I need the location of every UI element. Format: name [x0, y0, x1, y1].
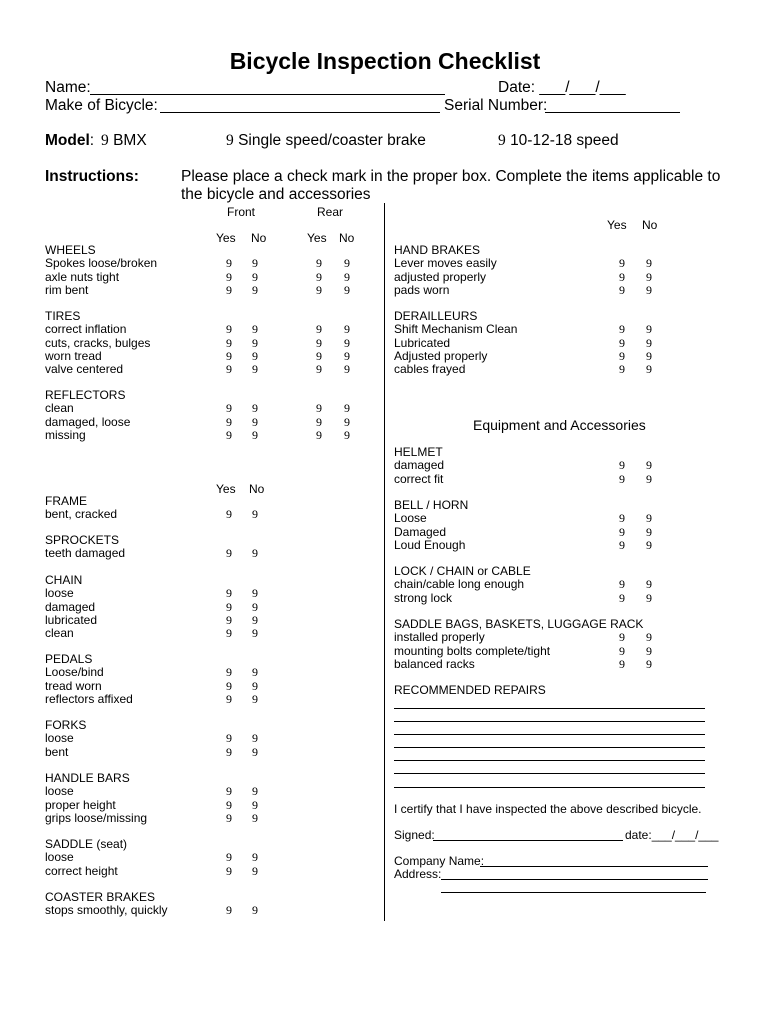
- checkbox-icon[interactable]: 9: [252, 850, 258, 865]
- checkbox-icon[interactable]: 9: [619, 630, 625, 645]
- checklist-item: [45, 348, 350, 363]
- checkbox-icon[interactable]: 9: [226, 744, 232, 759]
- checklist-item: [45, 691, 258, 706]
- item-label: chain/cable long enough: [394, 577, 525, 592]
- item-label: grips loose/missing: [45, 810, 148, 825]
- checkbox-icon[interactable]: 9: [252, 678, 258, 693]
- checkbox-icon[interactable]: 9: [252, 256, 258, 271]
- item-label: bent, cracked: [45, 507, 118, 522]
- checkbox-icon[interactable]: 9: [226, 850, 232, 865]
- checklist-item: [45, 256, 350, 271]
- checkbox-icon[interactable]: 9: [252, 810, 258, 825]
- header-no: No: [642, 218, 658, 232]
- checkbox-icon[interactable]: 9: [619, 282, 625, 297]
- checkbox-icon[interactable]: 9: [646, 256, 652, 271]
- repair-line[interactable]: [394, 787, 705, 788]
- header-front: Front: [227, 205, 256, 219]
- checkbox-icon[interactable]: 9: [252, 797, 258, 812]
- name-line: [90, 94, 445, 95]
- model-option-single-speed[interactable]: [226, 132, 426, 150]
- checklist-section: [45, 309, 350, 377]
- item-label: loose: [45, 784, 74, 799]
- checkbox-icon[interactable]: 9: [226, 256, 232, 271]
- item-label: worn tread: [45, 348, 102, 363]
- checklist-item: [394, 458, 652, 473]
- item-label: Adjusted properly: [394, 348, 488, 363]
- make-label: Make of Bicycle:: [45, 97, 158, 114]
- section-title: FORKS: [45, 718, 87, 732]
- checklist-section: [45, 388, 350, 442]
- checklist-section: [45, 243, 350, 297]
- company-label: Company Name:: [394, 854, 485, 868]
- checklist-item: [394, 282, 652, 297]
- checklist-section: [394, 309, 652, 377]
- checkbox-icon[interactable]: 9: [344, 269, 350, 284]
- checkbox-icon[interactable]: 9: [646, 537, 652, 552]
- checkbox-icon[interactable]: 9: [226, 810, 232, 825]
- checklist-item: [45, 850, 258, 865]
- checklist-section: [45, 573, 258, 641]
- checklist-item: [394, 256, 652, 271]
- item-label: valve centered: [45, 362, 124, 377]
- checkbox-icon[interactable]: 9: [646, 643, 652, 658]
- checkbox-icon[interactable]: 9: [646, 511, 652, 526]
- item-label: correct fit: [394, 471, 444, 486]
- serial-line: [545, 112, 680, 113]
- checkbox-icon[interactable]: 9: [252, 586, 258, 601]
- checkbox-icon[interactable]: 9: [619, 269, 625, 284]
- checklist-item: [394, 348, 652, 363]
- checklist-section: [394, 564, 652, 605]
- checklist-item: [394, 590, 652, 605]
- checkbox-icon[interactable]: 9: [252, 784, 258, 799]
- checkbox-icon[interactable]: 9: [226, 586, 232, 601]
- checkbox-icon[interactable]: 9: [619, 590, 625, 605]
- checklist-section: [394, 445, 652, 486]
- checkbox-icon[interactable]: 9: [344, 414, 350, 429]
- section-title: PEDALS: [45, 652, 93, 666]
- item-label: Spokes loose/broken: [45, 256, 158, 271]
- company-line[interactable]: [480, 866, 708, 867]
- checklist-item: [45, 665, 258, 680]
- item-label: strong lock: [394, 590, 453, 605]
- item-label: Loose/bind: [45, 665, 104, 680]
- checklist-item: [394, 471, 652, 486]
- checkbox-icon[interactable]: 9: [226, 282, 232, 297]
- checklist-item: [45, 282, 350, 297]
- checkbox-icon[interactable]: 9: [252, 335, 258, 350]
- checklist-section: [394, 617, 652, 671]
- checklist-section: [45, 494, 258, 522]
- checkbox-icon[interactable]: 9: [252, 401, 258, 416]
- item-label: damaged: [45, 599, 96, 614]
- checkbox-icon[interactable]: 9: [316, 348, 322, 363]
- checkbox-icon[interactable]: 9: [646, 269, 652, 284]
- page-title: Bicycle Inspection Checklist: [229, 48, 541, 74]
- checklist-item: [45, 427, 350, 442]
- checkbox-icon[interactable]: 9: [619, 256, 625, 271]
- signature-date-field[interactable]: [625, 829, 718, 842]
- model-option-bmx[interactable]: [101, 132, 147, 150]
- checklist-item: [45, 810, 258, 825]
- item-label: clean: [45, 626, 74, 641]
- item-label: balanced racks: [394, 656, 475, 671]
- section-title: SPROCKETS: [45, 533, 120, 547]
- item-label: correct inflation: [45, 322, 127, 337]
- repair-line[interactable]: [394, 747, 705, 748]
- checklist-item: [394, 362, 652, 377]
- item-label: stops smoothly, quickly: [45, 903, 168, 918]
- checkbox-icon[interactable]: 9: [646, 471, 652, 486]
- column-divider: [384, 203, 385, 921]
- item-label: teeth damaged: [45, 546, 126, 561]
- model-option-label: 10-12-18 speed: [510, 132, 619, 149]
- item-label: loose: [45, 731, 74, 746]
- date-field[interactable]: [498, 79, 626, 97]
- checkbox-icon[interactable]: 9: [226, 863, 232, 878]
- checkbox-icon[interactable]: 9: [619, 458, 625, 473]
- checkbox-icon[interactable]: 9: [252, 731, 258, 746]
- item-label: Shift Mechanism Clean: [394, 322, 518, 337]
- checkbox-icon[interactable]: 9: [619, 656, 625, 671]
- checkbox-icon[interactable]: 9: [344, 401, 350, 416]
- checkbox-icon[interactable]: 9: [619, 511, 625, 526]
- checkbox-icon[interactable]: 9: [252, 691, 258, 706]
- checkbox-icon[interactable]: 9: [226, 401, 232, 416]
- item-label: lubricated: [45, 612, 98, 627]
- checklist-item: [394, 537, 652, 552]
- checkbox-icon[interactable]: 9: [619, 524, 625, 539]
- header-yes: Yes: [607, 218, 627, 232]
- checkbox-icon[interactable]: 9: [252, 744, 258, 759]
- checkbox-icon[interactable]: 9: [252, 348, 258, 363]
- item-label: Lever moves easily: [394, 256, 497, 271]
- checkbox-icon[interactable]: 9: [226, 348, 232, 363]
- make-line: [160, 112, 440, 113]
- checkbox-icon[interactable]: 9: [344, 282, 350, 297]
- checkbox-icon[interactable]: 9: [646, 630, 652, 645]
- checkbox-icon[interactable]: 9: [252, 665, 258, 680]
- checkbox-icon[interactable]: 9: [646, 348, 652, 363]
- item-label: clean: [45, 401, 74, 416]
- checklist-item: [394, 577, 652, 592]
- serial-label: Serial Number:: [444, 97, 548, 114]
- checkbox-icon[interactable]: 9: [252, 362, 258, 377]
- checklist-item: [45, 744, 258, 759]
- checklist-item: [45, 414, 350, 429]
- checklist-item: [394, 269, 652, 284]
- item-label: mounting bolts complete/tight: [394, 643, 551, 658]
- checkbox-icon[interactable]: 9: [344, 335, 350, 350]
- section-title: HANDLE BARS: [45, 771, 130, 785]
- checkbox-icon[interactable]: 9: [619, 362, 625, 377]
- checkbox-icon[interactable]: 9: [226, 626, 232, 641]
- checkbox-icon[interactable]: 9: [619, 348, 625, 363]
- header-rear: Rear: [317, 205, 344, 219]
- section-title: FRAME: [45, 494, 87, 508]
- checklist-item: [45, 269, 350, 284]
- checklist-item: [45, 507, 258, 522]
- header-no: No: [251, 231, 267, 245]
- checkbox-icon[interactable]: 9: [252, 269, 258, 284]
- checkbox-icon[interactable]: 9: [226, 335, 232, 350]
- checkbox-icon[interactable]: 9: [226, 362, 232, 377]
- checkbox-icon[interactable]: 9: [226, 731, 232, 746]
- checkbox-icon[interactable]: 9: [316, 401, 322, 416]
- checkbox-icon[interactable]: 9: [344, 256, 350, 271]
- checkbox-icon[interactable]: 9: [226, 678, 232, 693]
- section-title: WHEELS: [45, 243, 96, 257]
- address-label: Address:: [394, 867, 442, 881]
- item-label: reflectors affixed: [45, 691, 133, 706]
- checkbox-icon[interactable]: 9: [226, 507, 232, 522]
- checklist-section: [45, 771, 258, 825]
- checkbox-icon[interactable]: 9: [646, 458, 652, 473]
- checkbox-icon[interactable]: 9: [226, 269, 232, 284]
- instructions-line-2: the bicycle and accessories: [181, 186, 371, 203]
- date-blank: ___/___/___: [539, 79, 626, 96]
- checkbox-icon[interactable]: 9: [344, 362, 350, 377]
- serial-field[interactable]: [444, 97, 547, 115]
- checkbox-icon[interactable]: 9: [226, 599, 232, 614]
- section-title: TIRES: [45, 309, 81, 323]
- item-label: proper height: [45, 797, 116, 812]
- item-label: bent: [45, 744, 69, 759]
- checkbox-icon[interactable]: 9: [316, 335, 322, 350]
- checklist-item: [394, 524, 652, 539]
- section-title: CHAIN: [45, 573, 83, 587]
- item-label: damaged, loose: [45, 414, 131, 429]
- item-label: Damaged: [394, 524, 447, 539]
- checklist-section: [45, 652, 258, 706]
- checklist-item: [45, 599, 258, 614]
- checklist-item: [45, 401, 350, 416]
- checklist-item: [45, 335, 350, 350]
- checkbox-icon[interactable]: 9: [646, 656, 652, 671]
- instructions-line-1: Please place a check mark in the proper box. Complete the items applicable to: [181, 168, 721, 185]
- checklist-item: [45, 797, 258, 812]
- item-label: Loose: [394, 511, 427, 526]
- item-label: cables frayed: [394, 362, 466, 377]
- checkbox-icon[interactable]: 9: [101, 132, 109, 149]
- item-label: Lubricated: [394, 335, 451, 350]
- checkbox-icon[interactable]: 9: [646, 322, 652, 337]
- repair-line[interactable]: [394, 708, 705, 709]
- checklist-item: [45, 586, 258, 601]
- checklist-item: [394, 643, 652, 658]
- address-field[interactable]: [394, 868, 441, 881]
- section-title: HELMET: [394, 445, 443, 459]
- checkbox-icon[interactable]: 9: [226, 546, 232, 561]
- checkbox-icon[interactable]: 9: [646, 335, 652, 350]
- item-label: adjusted properly: [394, 269, 487, 284]
- checklist-section: [394, 498, 652, 552]
- checkbox-icon[interactable]: 9: [226, 132, 234, 149]
- checkbox-icon[interactable]: 9: [252, 322, 258, 337]
- item-label: Loud Enough: [394, 537, 466, 552]
- checklist-item: [394, 656, 652, 671]
- certify-statement: I certify that I have inspected the above described bicycle.: [394, 802, 702, 816]
- checkbox-icon[interactable]: 9: [252, 546, 258, 561]
- item-label: correct height: [45, 863, 118, 878]
- checkbox-icon[interactable]: 9: [226, 665, 232, 680]
- checkbox-icon[interactable]: 9: [316, 256, 322, 271]
- checklist-item: [394, 335, 652, 350]
- checkbox-icon[interactable]: 9: [619, 643, 625, 658]
- item-label: cuts, cracks, bulges: [45, 335, 151, 350]
- header-yes: Yes: [216, 482, 236, 496]
- item-label: damaged: [394, 458, 445, 473]
- checkbox-icon[interactable]: 9: [316, 282, 322, 297]
- checkbox-icon[interactable]: 9: [252, 626, 258, 641]
- checklist-item: [45, 322, 350, 337]
- checkbox-icon[interactable]: 9: [646, 282, 652, 297]
- section-title: BELL / HORN: [394, 498, 469, 512]
- checkbox-icon[interactable]: 9: [252, 863, 258, 878]
- checklist-item: [45, 731, 258, 746]
- name-field[interactable]: [45, 79, 91, 97]
- checklist-section: [394, 243, 652, 297]
- checkbox-icon[interactable]: 9: [252, 427, 258, 442]
- checkbox-icon[interactable]: 9: [619, 471, 625, 486]
- repairs-label: RECOMMENDED REPAIRS: [394, 683, 546, 697]
- date-label: Date:: [498, 79, 536, 96]
- signed-line[interactable]: [433, 840, 623, 841]
- checkbox-icon[interactable]: 9: [226, 322, 232, 337]
- checklist-item: [394, 630, 652, 645]
- checklist-item: [394, 322, 652, 337]
- checkbox-icon[interactable]: 9: [646, 524, 652, 539]
- header-yes: Yes: [216, 231, 236, 245]
- checkbox-icon[interactable]: 9: [646, 577, 652, 592]
- checkbox-icon[interactable]: 9: [619, 577, 625, 592]
- item-label: loose: [45, 850, 74, 865]
- repair-line[interactable]: [394, 721, 705, 722]
- checkbox-icon[interactable]: 9: [646, 362, 652, 377]
- repair-line[interactable]: [394, 773, 705, 774]
- repair-line[interactable]: [394, 760, 705, 761]
- checkbox-icon[interactable]: 9: [252, 507, 258, 522]
- checkbox-icon[interactable]: 9: [226, 427, 232, 442]
- instructions-label: Instructions:: [45, 168, 139, 185]
- checkbox-icon[interactable]: 9: [226, 612, 232, 627]
- model-option-label: Single speed/coaster brake: [238, 132, 426, 149]
- signed-label: Signed:: [394, 828, 435, 842]
- checkbox-icon[interactable]: 9: [344, 427, 350, 442]
- checklist-item: [45, 903, 258, 918]
- header-yes: Yes: [307, 231, 327, 245]
- checkbox-icon[interactable]: 9: [252, 612, 258, 627]
- checkbox-icon[interactable]: 9: [344, 348, 350, 363]
- checkbox-icon[interactable]: 9: [316, 269, 322, 284]
- checklist-item: [45, 678, 258, 693]
- checkbox-icon[interactable]: 9: [226, 797, 232, 812]
- model-row: [45, 132, 94, 150]
- checkbox-icon[interactable]: 9: [646, 590, 652, 605]
- checkbox-icon[interactable]: 9: [252, 282, 258, 297]
- name-label: Name:: [45, 79, 91, 96]
- checklist-section: [45, 533, 258, 561]
- checkbox-icon[interactable]: 9: [226, 414, 232, 429]
- checklist-section: [45, 890, 258, 918]
- section-title: SADDLE (seat): [45, 837, 128, 851]
- checklist-item: [45, 612, 258, 627]
- make-field[interactable]: [45, 97, 158, 115]
- checkbox-icon[interactable]: 9: [619, 335, 625, 350]
- checkbox-icon[interactable]: 9: [252, 903, 258, 918]
- checkbox-icon[interactable]: 9: [226, 691, 232, 706]
- item-label: rim bent: [45, 282, 89, 297]
- item-label: loose: [45, 586, 74, 601]
- model-option-multi-speed[interactable]: [498, 132, 619, 150]
- checklist-item: [45, 863, 258, 878]
- repair-line[interactable]: [394, 734, 705, 735]
- item-label: pads worn: [394, 282, 450, 297]
- checklist-item: [45, 626, 258, 641]
- checkbox-icon[interactable]: 9: [498, 132, 506, 149]
- section-title: SADDLE BAGS, BASKETS, LUGGAGE RACK: [394, 617, 644, 631]
- section-title: COASTER BRAKES: [45, 890, 156, 904]
- checklist-item: [45, 362, 350, 377]
- checkbox-icon[interactable]: 9: [316, 362, 322, 377]
- checkbox-icon[interactable]: 9: [226, 903, 232, 918]
- section-title: LOCK / CHAIN or CABLE: [394, 564, 531, 578]
- section-title: REFLECTORS: [45, 388, 126, 402]
- header-no: No: [249, 482, 265, 496]
- checkbox-icon[interactable]: 9: [619, 322, 625, 337]
- checklist-item: [394, 511, 652, 526]
- checklist-section: [45, 718, 258, 759]
- address-line[interactable]: [441, 892, 706, 893]
- checklist-item: [45, 784, 258, 799]
- equipment-heading: Equipment and Accessories: [473, 417, 646, 433]
- section-title: DERAILLEURS: [394, 309, 478, 323]
- section-title: HAND BRAKES: [394, 243, 481, 257]
- checkbox-icon[interactable]: 9: [316, 427, 322, 442]
- model-option-label: BMX: [113, 132, 147, 149]
- item-label: installed properly: [394, 630, 485, 645]
- signature-date-label: date:: [625, 828, 652, 842]
- item-label: missing: [45, 427, 86, 442]
- checkbox-icon[interactable]: 9: [252, 414, 258, 429]
- model-colon: :: [89, 132, 95, 149]
- item-label: tread worn: [45, 678, 102, 693]
- checkbox-icon[interactable]: 9: [316, 414, 322, 429]
- checkbox-icon[interactable]: 9: [226, 784, 232, 799]
- model-label: Model: [45, 132, 90, 149]
- checkbox-icon[interactable]: 9: [344, 322, 350, 337]
- checkbox-icon[interactable]: 9: [252, 599, 258, 614]
- checkbox-icon[interactable]: 9: [619, 537, 625, 552]
- header-no: No: [339, 231, 355, 245]
- checkbox-icon[interactable]: 9: [316, 322, 322, 337]
- address-line[interactable]: [441, 879, 708, 880]
- checklist-item: [45, 546, 258, 561]
- signature-date-blank: ___/___/___: [651, 828, 719, 842]
- signed-field[interactable]: [394, 829, 435, 842]
- checklist-section: [45, 837, 258, 878]
- item-label: axle nuts tight: [45, 269, 120, 284]
